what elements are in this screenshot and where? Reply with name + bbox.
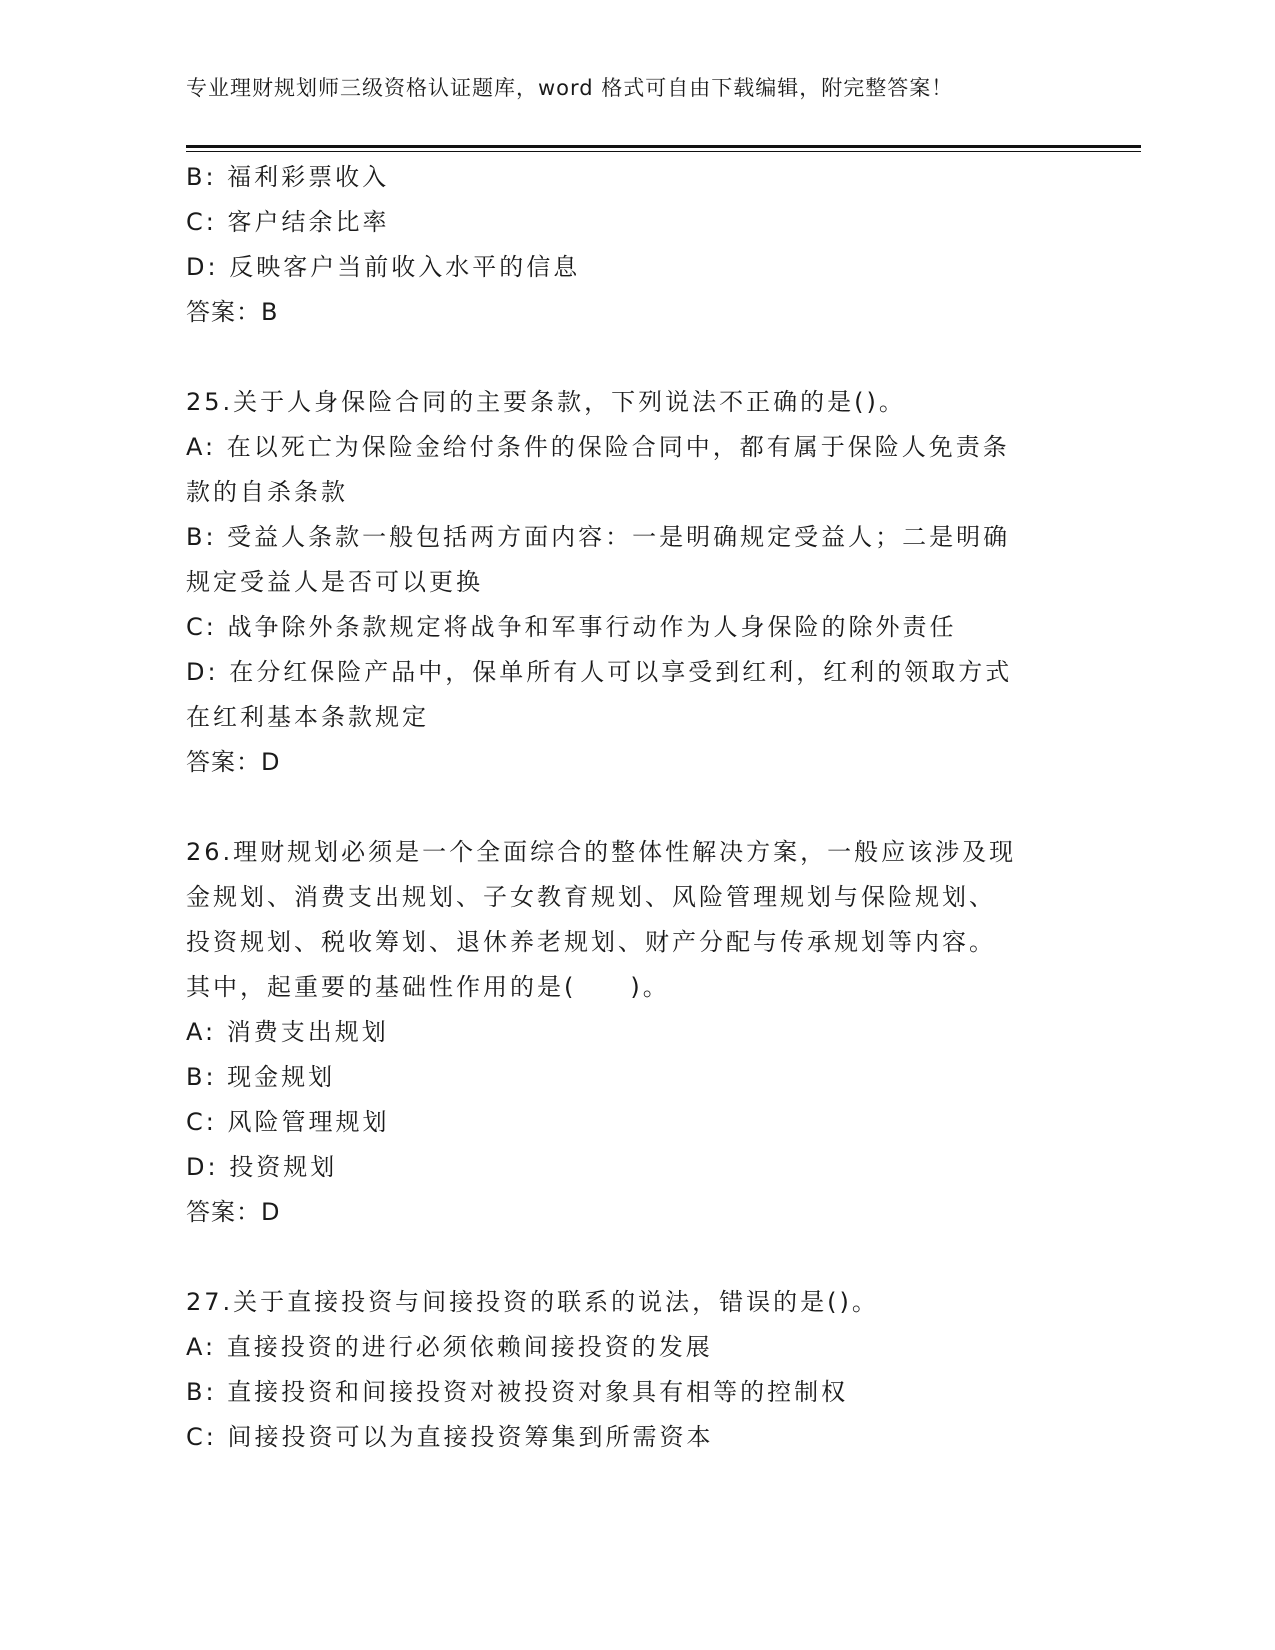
option-a-line-1: A: 在以死亡为保险金给付条件的保险合同中，都有属于保险人免责条 xyxy=(186,433,1010,461)
option-c: C: 风险管理规划 xyxy=(186,1108,390,1136)
option-a-line-2: 款的自杀条款 xyxy=(186,478,348,506)
question-text-line-1: 26.理财规划必须是一个全面综合的整体性解决方案，一般应该涉及现 xyxy=(186,838,1017,866)
header-rule-thin xyxy=(186,151,1141,152)
question-prev-fragment xyxy=(186,155,1066,335)
option-c: C: 间接投资可以为直接投资筹集到所需资本 xyxy=(186,1423,714,1451)
answer: 答案：B xyxy=(186,298,279,326)
option-d: D: 投资规划 xyxy=(186,1153,338,1181)
spacer xyxy=(186,785,1066,830)
answer: 答案：D xyxy=(186,748,281,776)
question-25 xyxy=(186,380,1066,785)
option-c: C: 战争除外条款规定将战争和军事行动作为人身保险的除外责任 xyxy=(186,613,957,641)
option-b: B: 福利彩票收入 xyxy=(186,163,390,191)
question-text-line-2: 金规划、消费支出规划、子女教育规划、风险管理规划与保险规划、 xyxy=(186,883,996,911)
option-d: D: 反映客户当前收入水平的信息 xyxy=(186,253,581,281)
question-text-line-3: 投资规划、税收筹划、退休养老规划、财产分配与传承规划等内容。 xyxy=(186,928,996,956)
option-b: B: 现金规划 xyxy=(186,1063,336,1091)
page-header: 专业理财规划师三级资格认证题库，word 格式可自由下载编辑，附完整答案！ xyxy=(186,76,954,100)
question-content xyxy=(186,155,1066,1460)
option-c: C: 客户结余比率 xyxy=(186,208,390,236)
spacer xyxy=(186,1235,1066,1280)
question-text: 25.关于人身保险合同的主要条款，下列说法不正确的是()。 xyxy=(186,388,906,416)
option-d-line-2: 在红利基本条款规定 xyxy=(186,703,429,731)
option-a: A: 消费支出规划 xyxy=(186,1018,389,1046)
answer: 答案：D xyxy=(186,1198,281,1226)
question-27 xyxy=(186,1280,1066,1460)
option-b-line-2: 规定受益人是否可以更换 xyxy=(186,568,483,596)
option-b: B: 直接投资和间接投资对被投资对象具有相等的控制权 xyxy=(186,1378,849,1406)
question-text-line-4: 其中，起重要的基础性作用的是( )。 xyxy=(186,973,670,1001)
header-rule-thick xyxy=(186,145,1141,148)
option-b-line-1: B: 受益人条款一般包括两方面内容：一是明确规定受益人；二是明确 xyxy=(186,523,1011,551)
option-a: A: 直接投资的进行必须依赖间接投资的发展 xyxy=(186,1333,713,1361)
spacer xyxy=(186,335,1066,380)
question-26 xyxy=(186,830,1066,1235)
option-d-line-1: D: 在分红保险产品中，保单所有人可以享受到红利，红利的领取方式 xyxy=(186,658,1013,686)
question-text: 27.关于直接投资与间接投资的联系的说法，错误的是()。 xyxy=(186,1288,879,1316)
